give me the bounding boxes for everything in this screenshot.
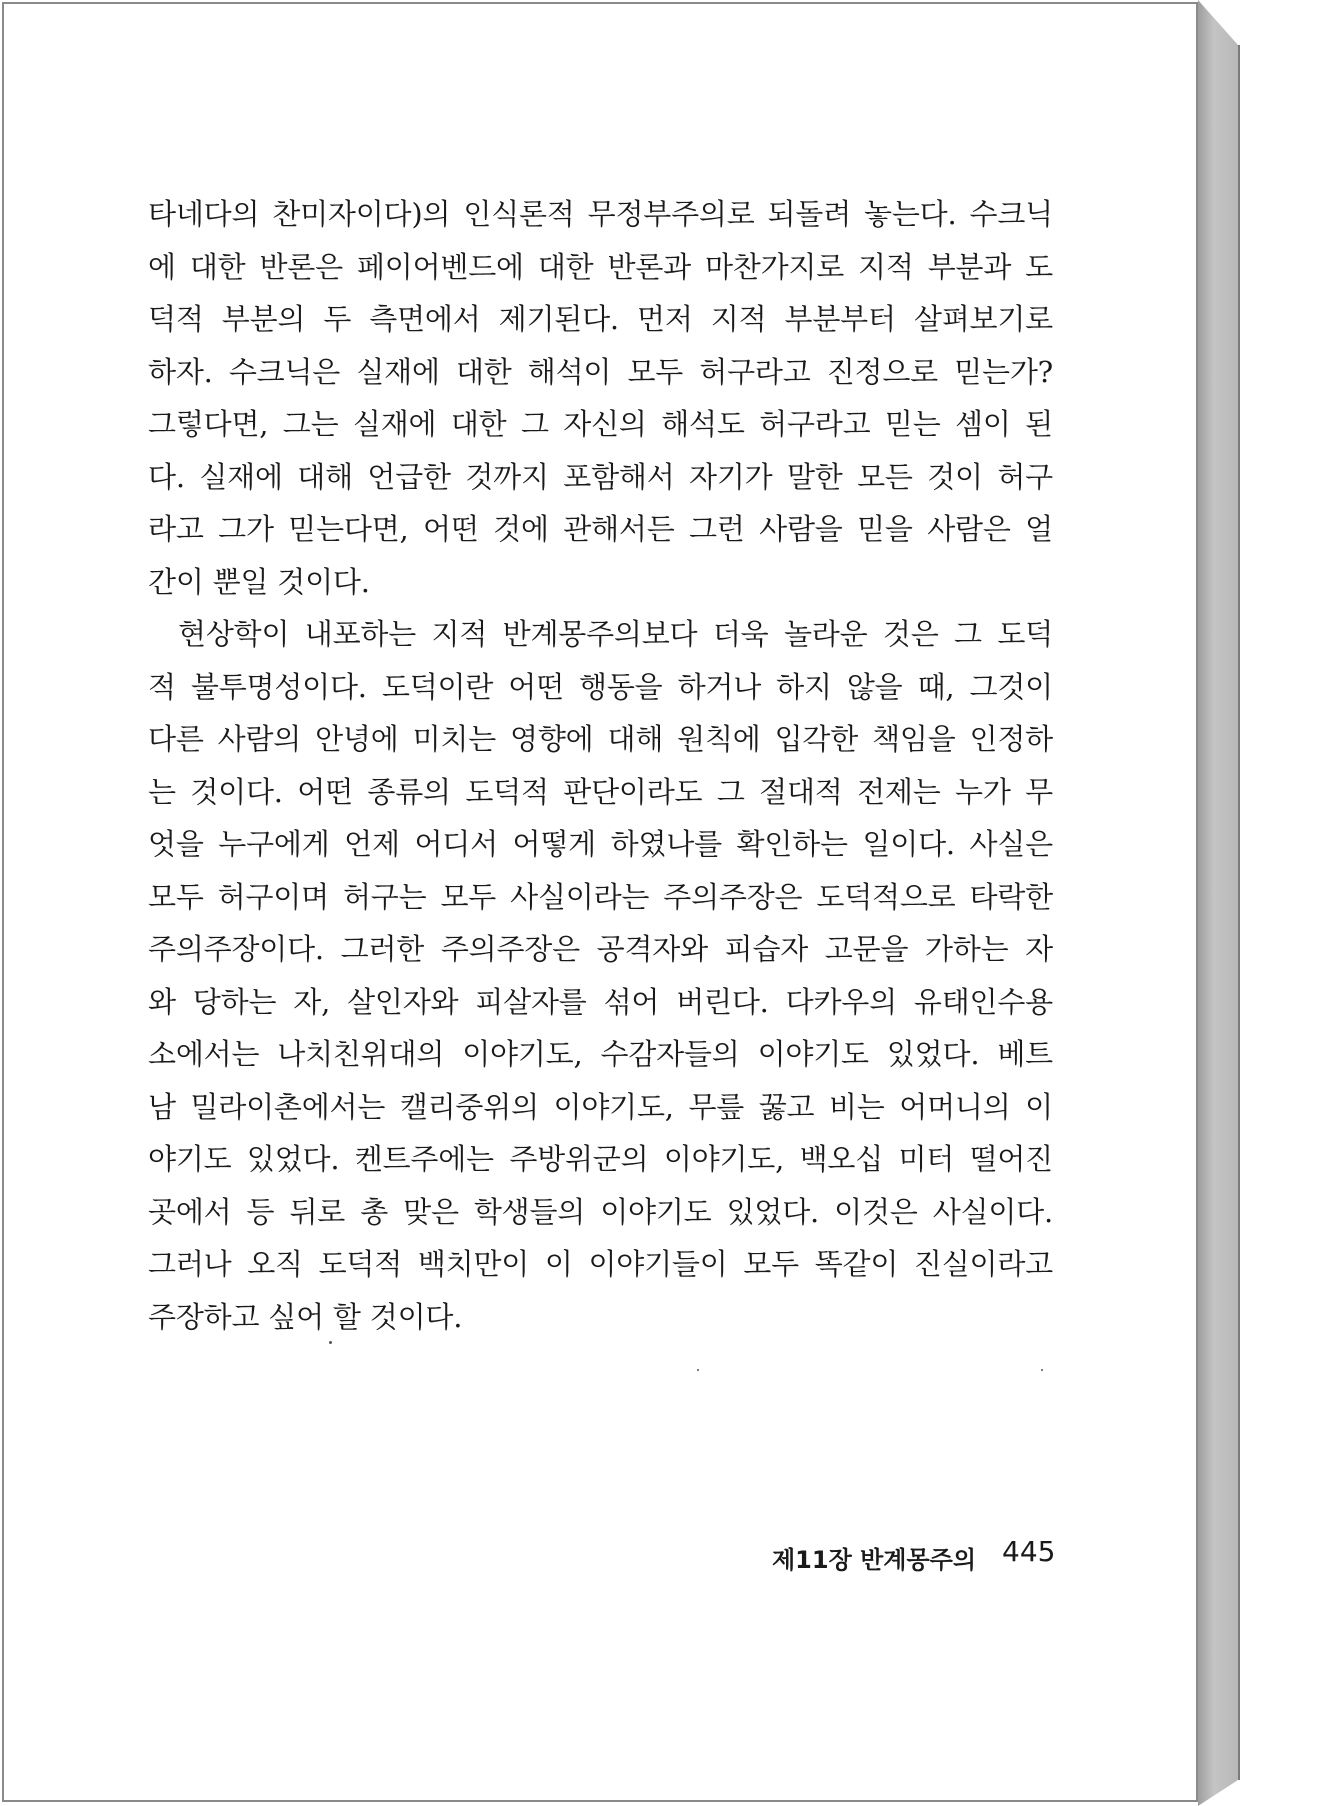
text-line: 엇을 누구에게 언제 어디서 어떻게 하였나를 확인하는 일이다. 사실은 (148, 827, 1053, 861)
text-line: 간이 뿐일 것이다. (148, 564, 370, 599)
text-line: 모두 허구이며 허구는 모두 사실이라는 주의주장은 도덕적으로 타락한 (148, 879, 1053, 914)
page-stack-edge (1198, 0, 1238, 1806)
text-line: 다른 사람의 안녕에 미치는 영향에 대해 원칙에 입각한 책임을 인정하 (148, 722, 1053, 756)
paragraph (148, 188, 1053, 608)
text-line: 덕적 부분의 두 측면에서 제기된다. 먼저 지적 부분부터 살펴보기로 (148, 302, 1053, 336)
text-line: 남 밀라이촌에서는 캘리중위의 이야기도, 무릎 꿇고 비는 어머니의 이 (148, 1089, 1053, 1124)
page-number: 445 (1002, 1535, 1056, 1568)
paragraph (148, 608, 1053, 1343)
text-line: 그러나 오직 도덕적 백치만이 이 이야기들이 모두 똑같이 진실이라고 (148, 1247, 1053, 1281)
print-speck (1041, 1369, 1043, 1371)
text-line: 곳에서 등 뒤로 총 맞은 학생들의 이야기도 있었다. 이것은 사실이다. (148, 1194, 1053, 1229)
text-line: 는 것이다. 어떤 종류의 도덕적 판단이라도 그 절대적 전제는 누가 무 (148, 774, 1053, 809)
text-line: 타네다의 찬미자이다)의 인식론적 무정부주의로 되돌려 놓는다. 수크닉 (148, 197, 1053, 231)
text-line: 야기도 있었다. 켄트주에는 주방위군의 이야기도, 백오십 미터 떨어진 (148, 1142, 1053, 1176)
body-text (148, 188, 1053, 1343)
print-speck (329, 1341, 332, 1344)
text-line: 다. 실재에 대해 언급한 것까지 포함해서 자기가 말한 모든 것이 허구 (148, 459, 1053, 494)
running-head: 제11장 반계몽주의 (772, 1546, 977, 1574)
text-line: 주장하고 싶어 할 것이다. (148, 1299, 463, 1334)
text-line: 적 불투명성이다. 도덕이란 어떤 행동을 하거나 하지 않을 때, 그것이 (148, 669, 1053, 704)
text-line: 그렇다면, 그는 실재에 대한 그 자신의 해석도 허구라고 믿는 셈이 된 (148, 407, 1053, 441)
text-line: 소에서는 나치친위대의 이야기도, 수감자들의 이야기도 있었다. 베트 (148, 1037, 1053, 1071)
text-line: 와 당하는 자, 살인자와 피살자를 섞어 버린다. 다카우의 유태인수용 (148, 984, 1053, 1019)
text-line: 라고 그가 믿는다면, 어떤 것에 관해서든 그런 사람을 믿을 사람은 얼 (148, 512, 1053, 546)
text-line: 하자. 수크닉은 실재에 대한 해석이 모두 허구라고 진정으로 믿는가? (148, 354, 1053, 389)
text-line: 주의주장이다. 그러한 주의주장은 공격자와 피습자 고문을 가하는 자 (148, 932, 1053, 966)
text-line: 현상학이 내포하는 지적 반계몽주의보다 더욱 놀라운 것은 그 도덕 (178, 617, 1053, 651)
page-stack-edge-line (1238, 45, 1240, 1780)
text-line: 에 대한 반론은 페이어벤드에 대한 반론과 마찬가지로 지적 부분과 도 (148, 249, 1053, 284)
print-speck (697, 1369, 699, 1371)
